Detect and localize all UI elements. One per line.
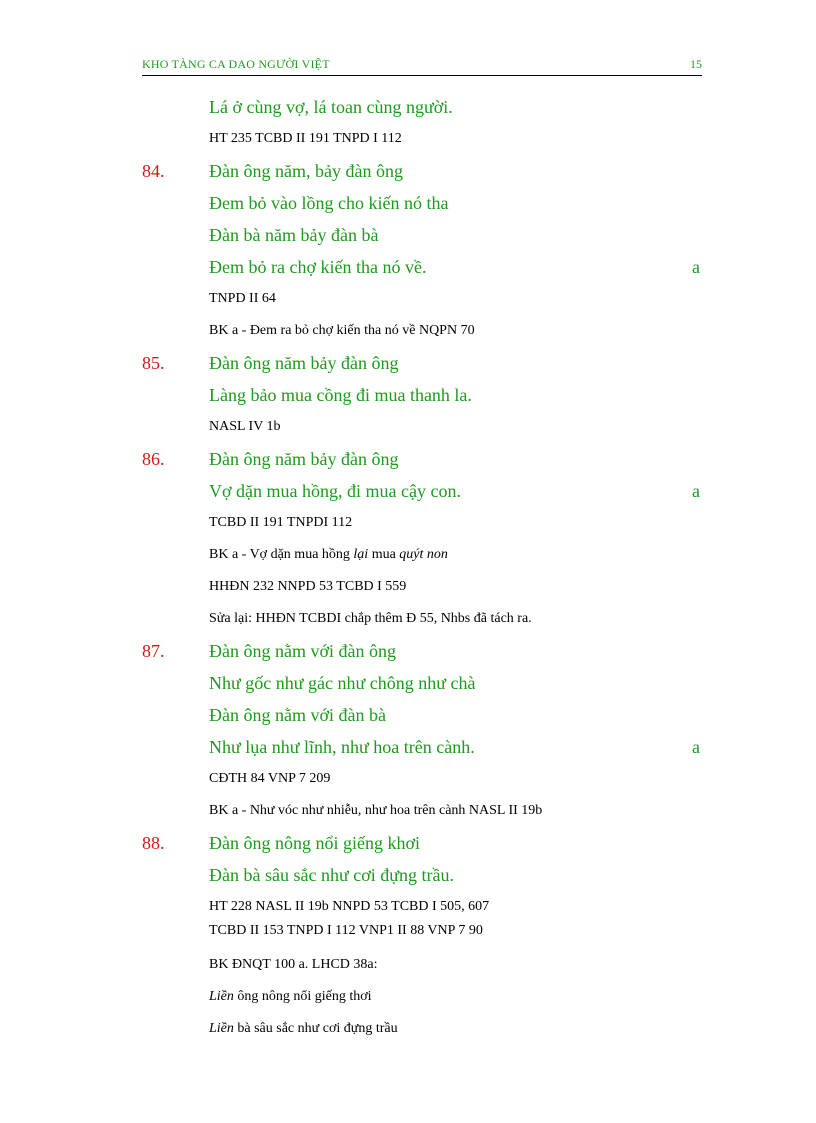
verse-line: Làng bảo mua cồng đi mua thanh la. [209, 385, 472, 405]
verse-line: Đàn bà năm bảy đàn bà [209, 225, 379, 245]
variant-note: BK a - Đem ra bỏ chợ kiến tha nó về NQPN 70 [209, 323, 475, 338]
verse-line: Vợ dặn mua hồng, đi mua cậy con. [209, 481, 461, 501]
source-note: HT 228 NASL II 19b NNPD 53 TCBD I 505, 607 [209, 899, 490, 914]
entry-number: 87. [142, 641, 165, 661]
source-note: HHĐN 232 NNPD 53 TCBD I 559 [209, 579, 407, 594]
page-header [142, 57, 702, 76]
correction-note: Sửa lại: HHĐN TCBDI chắp thêm Đ 55, Nhbs đã tách ra. [209, 611, 532, 626]
variant-note: BK a - Như vóc như nhiễu, như hoa trên cành NASL II 19b [209, 803, 543, 818]
source-note: TNPD II 64 [209, 291, 276, 306]
verse-line: Đàn ông nằm với đàn bà [209, 705, 386, 725]
source-note: NASL IV 1b [209, 419, 281, 434]
page-number: 15 [690, 57, 702, 71]
source-note: TCBD II 153 TNPD I 112 VNP1 II 88 VNP 7 90 [209, 923, 483, 938]
verse-line: Đem bỏ ra chợ kiến tha nó về. [209, 257, 427, 277]
verse-line: Lá ở cùng vợ, lá toan cùng người. [209, 97, 453, 117]
verse-line: Đem bỏ vào lồng cho kiến nó tha [209, 193, 449, 213]
source-note: HT 235 TCBD II 191 TNPD I 112 [209, 131, 402, 146]
variant-line: Liền ông nông nổi giếng thơi [209, 989, 372, 1004]
entry-number: 88. [142, 833, 165, 853]
source-note: TCBD II 191 TNPDI 112 [209, 515, 353, 530]
variant-line: Liền bà sâu sắc như cơi đựng trầu [209, 1021, 398, 1036]
variant-mark: a [692, 257, 700, 277]
variant-mark: a [692, 737, 700, 757]
entry-number: 85. [142, 353, 165, 373]
source-note: CĐTH 84 VNP 7 209 [209, 771, 331, 786]
verse-line: Đàn ông năm, bảy đàn ông [209, 161, 403, 181]
verse-line: Đàn bà sâu sắc như cơi đựng trầu. [209, 865, 454, 885]
book-title: KHO TÀNG CA DAO NGƯỜI VIỆT [142, 57, 330, 71]
verse-line: Đàn ông năm bảy đàn ông [209, 353, 399, 373]
variant-mark: a [692, 481, 700, 501]
verse-line: Đàn ông năm bảy đàn ông [209, 449, 399, 469]
verse-line: Đàn ông nông nổi giếng khơi [209, 833, 420, 853]
variant-note: BK a - Vợ dặn mua hồng lại mua quýt non [209, 547, 448, 562]
verse-line: Đàn ông nằm với đàn ông [209, 641, 396, 661]
verse-line: Như gốc như gác như chông như chà [209, 673, 476, 693]
variant-note: BK ĐNQT 100 a. LHCD 38a: [209, 957, 378, 972]
verse-line: Như lụa như lĩnh, như hoa trên cành. [209, 737, 475, 757]
entry-number: 84. [142, 161, 165, 181]
entry-number: 86. [142, 449, 165, 469]
